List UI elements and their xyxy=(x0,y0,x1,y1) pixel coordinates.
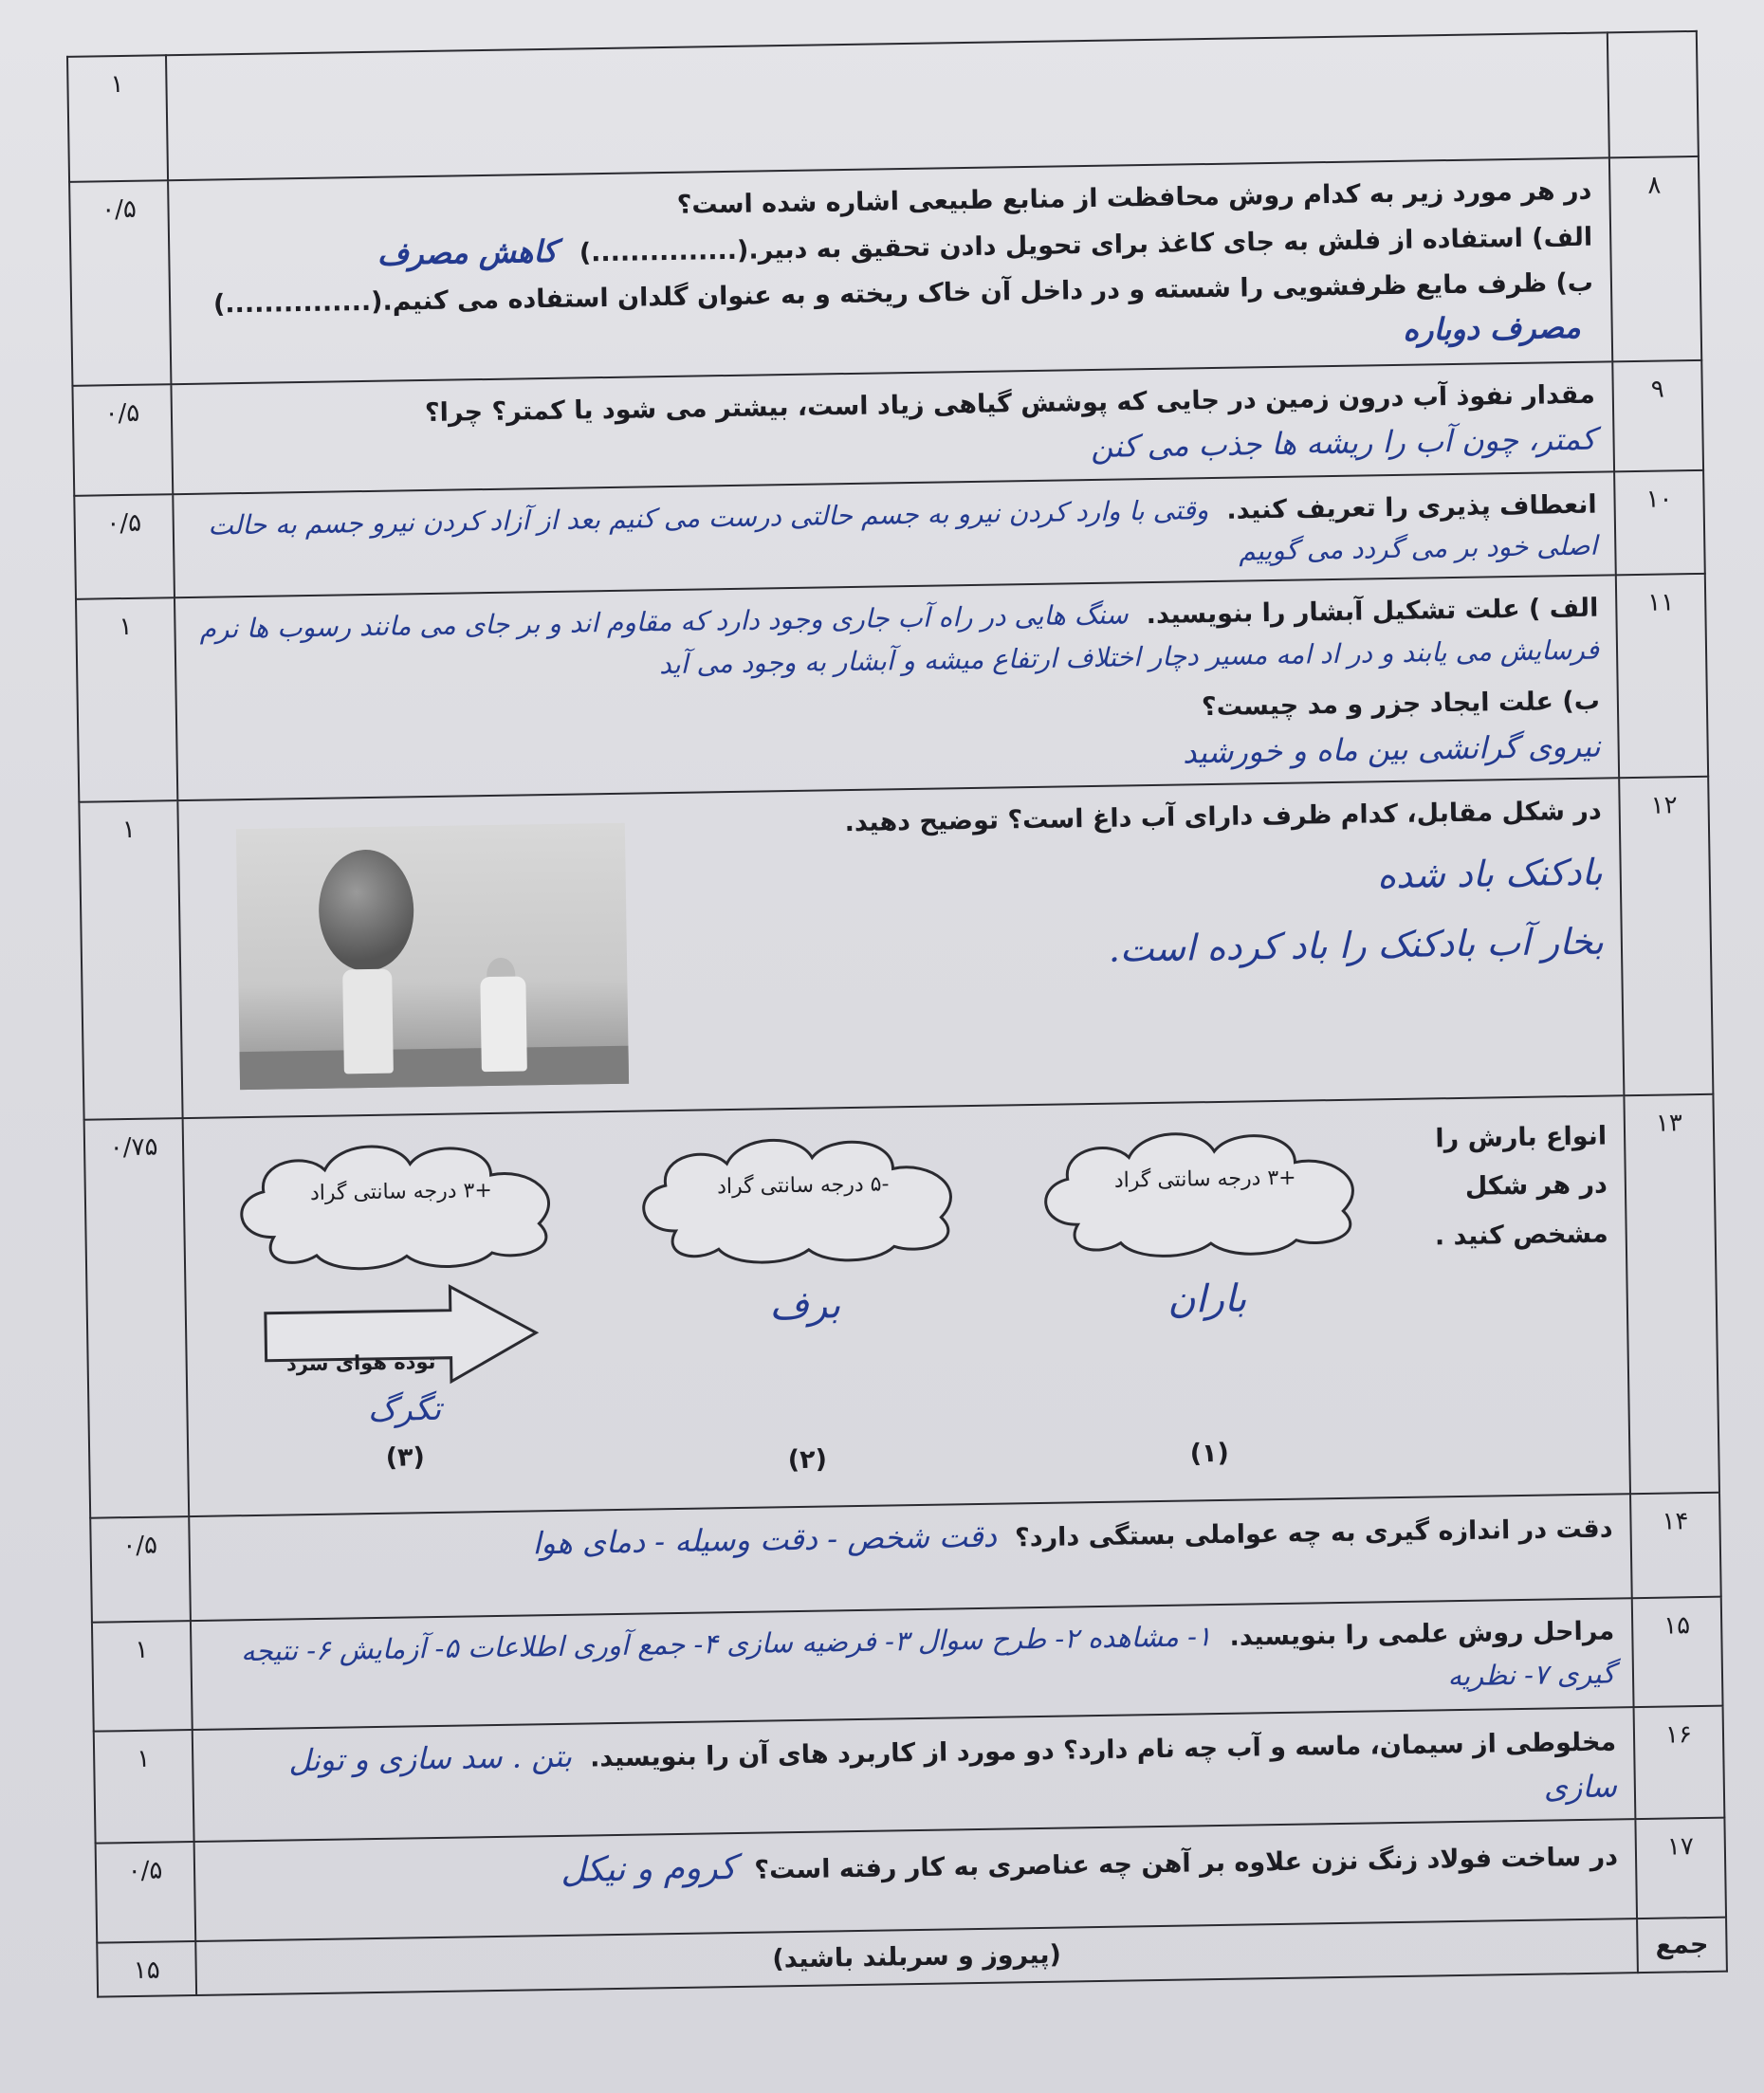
question-number: ۱۵ xyxy=(1632,1597,1723,1707)
question-text: دقت در اندازه گیری به چه عواملی بستگی دارد؟ xyxy=(1014,1514,1613,1553)
question-number: ۱۴ xyxy=(1630,1493,1721,1598)
part-a-text: الف) استفاده از فلش به جای کاغذ برای تحویل دادن تحقیق به دبیر.(...............) xyxy=(579,222,1593,268)
cloud-temperature: -۵ درجه سانتی گراد xyxy=(716,1172,890,1200)
question-text: انعطاف پذیری را تعریف کنید. xyxy=(1226,489,1597,525)
question-row-11 xyxy=(76,574,1708,801)
handwritten-answer: ۱- مشاهده ۲- طرح سوال ۳- فرضیه سازی ۴- جمع آوری اطلاعات ۵- آزمایش ۶- نتیجه گیری ۷- نظریه xyxy=(240,1620,1616,1693)
handwritten-answer-a: کاهش مصرف xyxy=(377,233,558,273)
question-content xyxy=(183,1095,1630,1516)
question-row-8 xyxy=(69,156,1701,386)
hot-water-bottle xyxy=(342,969,394,1074)
question-number: ۱۲ xyxy=(1619,777,1713,1095)
cloud-temperature: +۳ درجه سانتی گراد xyxy=(309,1178,492,1205)
question-content xyxy=(168,157,1612,384)
handwritten-answer: بتن . سد سازی و تونل سازی xyxy=(288,1737,1618,1806)
part-b-text: ب) علت ایجاد جزر و مد چیست؟ xyxy=(1201,686,1601,723)
handwritten-answer-2: بخار آب بادکنک را باد کرده است. xyxy=(1108,920,1605,971)
handwritten-answer: برف xyxy=(769,1283,841,1329)
question-score: ۰/۵ xyxy=(69,180,171,386)
handwritten-answer-b: مصرف دوباره xyxy=(1402,308,1581,348)
question-text: انواع بارش را در هر شکل مشخص کنید . xyxy=(1434,1121,1608,1251)
question-number: ۱۱ xyxy=(1616,574,1708,778)
precipitation-figure xyxy=(201,1112,1612,1484)
question-number: ۱۷ xyxy=(1635,1817,1726,1918)
precip-panel-1 xyxy=(1005,1115,1409,1472)
question-number: ۱۳ xyxy=(1624,1094,1719,1494)
header-score: ۱ xyxy=(67,55,168,182)
handwritten-answer: وقتی با وارد کردن نیرو به جسم حالتی درست می کنیم بعد از آزاد کردن نیرو جسم به حالت اصلی خود بر می گردد می گوییم xyxy=(208,493,1598,567)
total-score: ۱۵ xyxy=(97,1941,196,1997)
question-score: ۰/۵ xyxy=(72,384,173,495)
question-content xyxy=(175,576,1619,800)
farewell-message: (پیروز و سربلند باشید) xyxy=(195,1919,1638,1995)
precip-panel-2 xyxy=(603,1122,1007,1478)
question-row-13 xyxy=(84,1094,1719,1518)
question-text: در ساخت فولاد زنگ نزن علاوه بر آهن چه عناصری به کار رفته است؟ xyxy=(754,1842,1619,1885)
panel-number: (۲) xyxy=(787,1444,828,1476)
balloon-experiment-photo xyxy=(236,823,629,1090)
question-text: مراحل روش علمی را بنویسید. xyxy=(1229,1616,1615,1652)
part-b-text: ب) ظرف مایع ظرفشویی را شسته و در داخل آن خاک ریخته و به عنوان گلدان استفاده می کنیم.(...............) xyxy=(212,267,1594,319)
question-score: ۰/۵ xyxy=(96,1842,196,1943)
cloud-temperature: +۳ درجه سانتی گراد xyxy=(1113,1166,1296,1193)
handwritten-answer-b: نیروی گرانشی بین ماه و خورشید xyxy=(1182,727,1601,771)
handwritten-answer: باران xyxy=(1167,1276,1247,1322)
header-num-cell xyxy=(1608,31,1699,157)
inflated-balloon xyxy=(318,849,414,972)
question-number: ۱۶ xyxy=(1634,1706,1725,1819)
question-score: ۰/۷۵ xyxy=(84,1118,190,1518)
handwritten-answer: کروم و نیکل xyxy=(560,1847,737,1890)
question-number: ۹ xyxy=(1612,360,1703,471)
question-text: مقدار نفوذ آب درون زمین در جایی که پوشش گیاهی زیاد است، بیشتر می شود یا کمتر؟ چرا؟ xyxy=(424,379,1596,429)
handwritten-answer: دقت شخص - دقت وسیله - دمای هوا xyxy=(532,1517,998,1562)
cold-water-bottle xyxy=(480,976,527,1072)
handwritten-answer-1: بادکنک باد شده xyxy=(1376,851,1604,897)
precip-panel-3 xyxy=(201,1128,605,1476)
question-number: ۸ xyxy=(1609,156,1701,361)
question-score: ۱ xyxy=(94,1730,194,1843)
handwritten-answer: کمتر، چون آب را ریشه ها جذب می کنن xyxy=(1090,420,1596,466)
part-a-text: الف ) علت تشکیل آبشار را بنویسید. xyxy=(1146,594,1599,631)
question-number: ۱۰ xyxy=(1614,469,1705,575)
handwritten-answer-a: سنگ هایی در راه آب جاری وجود دارد که مقاوم اند و بر جای می مانند رسوب ها نرم فرسایش می یابند و در اد امه مسیر دچار اختلاف ارتفاع میشه و آبشار به وجود می آید xyxy=(199,598,1600,680)
exam-sheet xyxy=(0,30,1736,1985)
question-content xyxy=(177,778,1624,1118)
header-content-cell xyxy=(166,32,1609,180)
photo-table-surface xyxy=(240,1046,630,1090)
total-label: جمع xyxy=(1637,1917,1727,1972)
question-score: ۰/۵ xyxy=(74,494,175,599)
handwritten-answer: تگرگ xyxy=(367,1389,442,1430)
exam-table xyxy=(66,30,1728,1997)
question-line xyxy=(191,482,1597,587)
question-row-12 xyxy=(79,777,1713,1120)
panel-number: (۱) xyxy=(1189,1438,1230,1469)
question-score: ۱ xyxy=(92,1621,193,1732)
question-text: در هر مورد زیر به کدام روش محافظت از منابع طبیعی اشاره شده است؟ xyxy=(676,175,1592,220)
cold-air-mass-label: توده هوای سرد xyxy=(285,1349,436,1376)
panel-number: (۳) xyxy=(385,1442,426,1474)
question-part-a xyxy=(193,586,1599,691)
question-score: ۱ xyxy=(79,800,182,1120)
question-text: مخلوطی از سیمان، ماسه و آب چه نام دارد؟ دو مورد از کاربرد های آن را بنویسید. xyxy=(589,1727,1617,1773)
question-score: ۰/۵ xyxy=(90,1516,191,1623)
question-text: در شکل مقابل، کدام ظرف دارای آب داغ است؟ توضیح دهید. xyxy=(844,796,1602,838)
question-score: ۱ xyxy=(76,598,177,802)
